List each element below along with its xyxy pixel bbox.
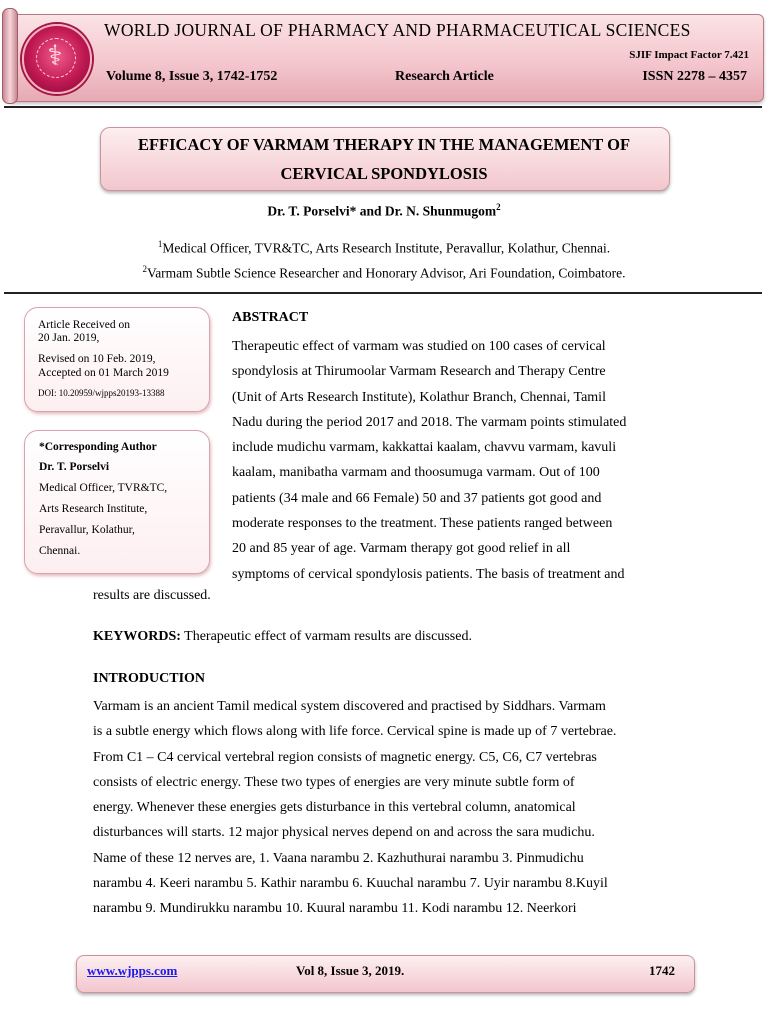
abstract-line: Therapeutic effect of varmam was studied on 100 cases of cervical	[232, 339, 606, 354]
intro-line: is a subtle energy which flows along with life force. Cervical spine is made up of 7 vertebrae.	[93, 724, 617, 740]
keywords-label: KEYWORDS:	[93, 629, 181, 644]
issn: ISSN 2278 – 4357	[642, 69, 747, 84]
volume-info: Volume 8, Issue 3, 1742-1752	[106, 69, 278, 84]
article-type: Research Article	[395, 69, 494, 84]
corresponding-name: Dr. T. Porselvi	[39, 461, 110, 473]
header-divider	[4, 106, 762, 108]
affiliation-2	[0, 264, 768, 282]
abstract-line: (Unit of Arts Research Institute), Kolathur Branch, Chennai, Tamil	[232, 389, 606, 405]
article-title	[100, 130, 668, 188]
banner-scroll-end	[2, 8, 18, 104]
abstract-last-line: results are discussed.	[93, 588, 211, 603]
abstract-body	[232, 334, 675, 587]
abstract-line: Nadu during the period 2017 and 2018. The varmam points stimulated	[232, 414, 627, 430]
abstract-line: 20 and 85 year of age. Varmam therapy got good relief in all	[232, 541, 571, 557]
intro-line: narambu 4. Keeri narambu 5. Kathir narambu 6. Kuuchal narambu 7. Uyir narambu 8.Kuyil	[93, 876, 608, 892]
abstract-heading: ABSTRACT	[232, 310, 309, 325]
title-line-2: CERVICAL SPONDYLOSIS	[280, 164, 488, 183]
accepted-date: Accepted on 01 March 2019	[38, 367, 169, 379]
footer-volume: Vol 8, Issue 3, 2019.	[296, 963, 405, 978]
corresponding-line: Arts Research Institute,	[39, 503, 148, 515]
corresponding-heading: *Corresponding Author	[39, 441, 157, 453]
keywords	[93, 629, 472, 645]
affil-2-text: Varmam Subtle Science Researcher and Honorary Advisor, Ari Foundation, Coimbatore.	[146, 265, 626, 281]
authors	[0, 202, 768, 220]
intro-line: narambu 9. Mundirukku narambu 10. Kuural narambu 11. Kodi narambu 12. Neerkori	[93, 901, 577, 917]
affil-1-text: Medical Officer, TVR&TC, Arts Research Institute, Peravallur, Kolathur, Chennai.	[162, 240, 611, 256]
abstract-line: spondylosis at Thirumoolar Varmam Research and Therapy Centre	[232, 364, 606, 380]
corresponding-line: Peravallur, Kolathur,	[39, 524, 135, 536]
intro-line: Varmam is an ancient Tamil medical system discovered and practised by Siddhars. Varmam	[93, 699, 606, 714]
abstract-line: kaalam, manibatha varmam and thoosumuga varmam. Out of 100	[232, 465, 600, 481]
abstract-line: include mudichu varmam, kakkattai kaalam, chavvu varmam, kavuli	[232, 440, 617, 456]
intro-line: energy. Whenever these energies gets disturbance in this vertebral column, anatomical	[93, 800, 576, 816]
abstract-line: moderate responses to the treatment. These patients ranged between	[232, 516, 613, 532]
abstract-line: patients (34 male and 66 Female) 50 and 37 patients got good and	[232, 490, 602, 506]
received-label: Article Received on	[38, 319, 130, 331]
doi: DOI: 10.20959/wjpps20193-13388	[38, 388, 165, 398]
authors-sup: 2	[496, 202, 501, 212]
intro-line: From C1 – C4 cervical vertebral region consists of magnetic energy. C5, C6, C7 vertebras	[93, 749, 597, 765]
impact-factor: SJIF Impact Factor 7.421	[629, 49, 749, 61]
affil-2-sup: 2	[142, 264, 147, 274]
introduction-body	[93, 694, 675, 922]
affiliation-1	[0, 239, 768, 257]
corresponding-line: Medical Officer, TVR&TC,	[39, 482, 168, 494]
corresponding-line: Chennai.	[39, 545, 81, 557]
intro-line: Name of these 12 nerves are, 1. Vaana narambu 2. Kazhuthurai narambu 3. Pinmudichu	[93, 850, 584, 866]
website-link[interactable]: www.wjpps.com	[87, 963, 178, 978]
affil-1-sup: 1	[157, 239, 163, 249]
caduceus-icon: ⚕	[47, 41, 63, 72]
intro-line: consists of electric energy. These two types of energies are very minute subtle form of	[93, 774, 575, 790]
revised-date: Revised on 10 Feb. 2019,	[38, 353, 156, 365]
received-date: 20 Jan. 2019,	[38, 332, 100, 344]
abstract-line: symptoms of cervical spondylosis patients. The basis of treatment and	[232, 566, 625, 582]
page-number: 1742	[649, 963, 675, 978]
journal-title: WORLD JOURNAL OF PHARMACY AND PHARMACEUTICAL SCIENCES	[104, 20, 691, 40]
keywords-text: Therapeutic effect of varmam results are discussed.	[184, 629, 472, 644]
introduction-heading: INTRODUCTION	[93, 671, 206, 686]
affiliation-divider	[4, 292, 762, 294]
title-line-1: EFFICACY OF VARMAM THERAPY IN THE MANAGEMENT OF	[137, 135, 631, 154]
authors-text: Dr. T. Porselvi* and Dr. N. Shunmugom	[267, 203, 497, 219]
intro-line: disturbances will starts. 12 major physical nerves depend on and across the sara mudichu.	[93, 825, 595, 841]
